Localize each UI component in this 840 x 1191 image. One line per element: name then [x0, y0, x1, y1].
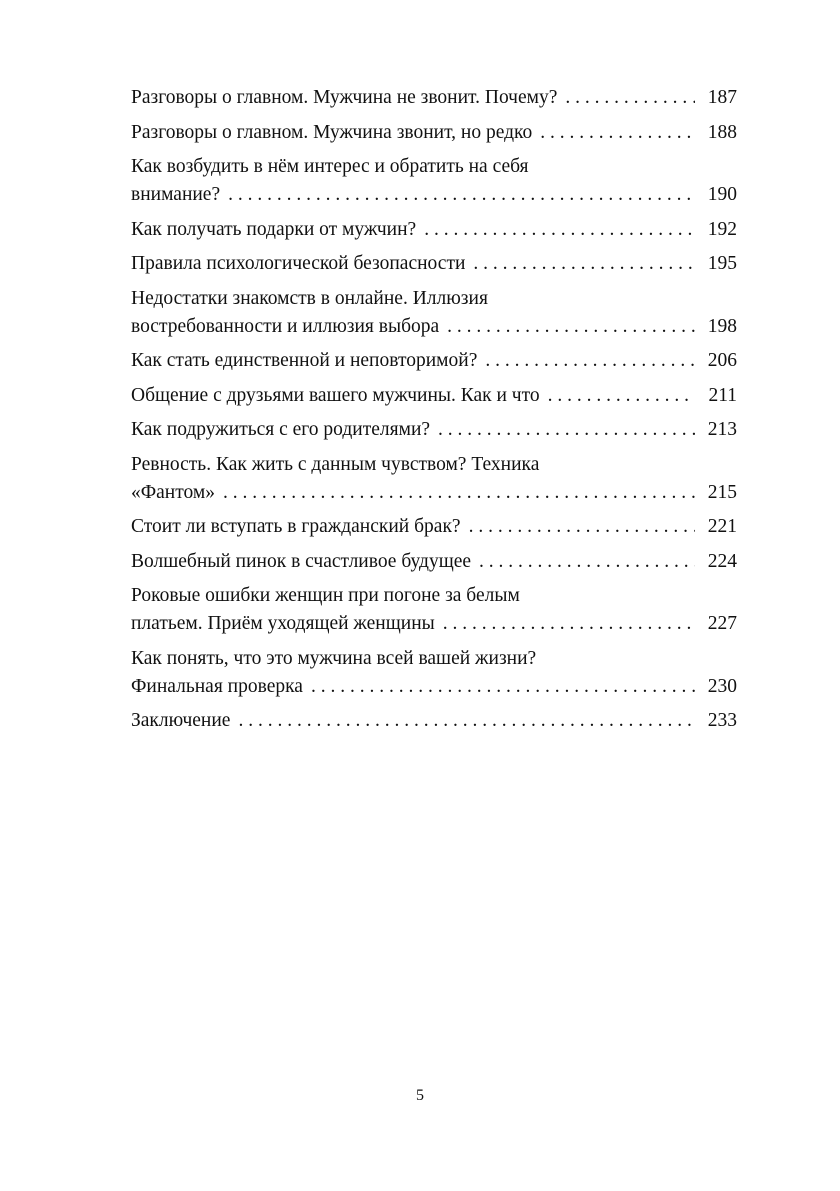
- toc-entry-title-line: Роковые ошибки женщин при погоне за белым: [131, 585, 520, 606]
- toc-entry-last-line: [131, 382, 737, 410]
- dot-leader: [215, 479, 695, 507]
- toc-entry: [131, 382, 737, 410]
- toc-entry-last-line: [131, 347, 737, 375]
- toc-entry-last-line: [131, 707, 737, 735]
- toc-entry-title-line: востребованности и иллюзия выбора: [131, 315, 440, 337]
- toc-entry-last-line: [131, 416, 737, 444]
- toc-entry-last-line: [131, 181, 737, 209]
- toc-entry-title-line: внимание?: [131, 184, 221, 205]
- toc-entry-page-number: 224: [707, 550, 737, 572]
- page-number: 5: [416, 1087, 424, 1104]
- toc-entry-page-number: 213: [707, 419, 737, 440]
- toc-entry-page-number: 233: [707, 710, 737, 731]
- toc-entry: [131, 216, 737, 244]
- toc-entry-page-number: 188: [707, 121, 737, 143]
- toc-entry-title-line: Правила психологической безопасности: [131, 253, 466, 274]
- toc-entry: [131, 250, 737, 278]
- toc-entry-last-line: [131, 610, 737, 638]
- dot-leader: [471, 548, 695, 576]
- toc-entry: [131, 513, 737, 541]
- toc-entry: [131, 582, 737, 638]
- toc-entry-page-number: 211: [708, 384, 737, 406]
- toc-entry: [131, 285, 737, 341]
- dot-leader: [540, 382, 695, 410]
- dot-leader: [303, 673, 695, 701]
- toc-entry-page-number: 198: [707, 315, 737, 337]
- toc-entry: [131, 347, 737, 375]
- toc-entry-last-line: [131, 119, 737, 147]
- toc-entry: [131, 451, 737, 507]
- toc-entry-title-line: Общение с друзьями вашего мужчины. Как и что: [131, 384, 540, 406]
- dot-leader: [532, 119, 695, 147]
- toc-entry: [131, 153, 737, 209]
- toc-entry-page-number: 215: [707, 481, 737, 503]
- toc-entry-title-line: Как возбудить в нём интерес и обратить на себя: [131, 156, 529, 177]
- dot-leader: [220, 181, 695, 209]
- toc-entry: [131, 707, 737, 735]
- toc-entry-last-line: [131, 513, 737, 541]
- toc-entry: [131, 84, 737, 112]
- toc-entry-title-line: Разговоры о главном. Мужчина не звонит. Почему?: [131, 87, 558, 108]
- toc-entry-title-line: Как стать единственной и неповторимой?: [131, 350, 478, 371]
- toc-entry-title-line: Волшебный пинок в счастливое будущее: [131, 550, 472, 572]
- toc-entry: [131, 548, 737, 576]
- toc-entry-title-line: Как подружиться с его родителями?: [131, 419, 431, 440]
- dot-leader: [435, 610, 695, 638]
- toc-entry-page-number: 230: [707, 675, 737, 697]
- toc-entry-last-line: [131, 313, 737, 341]
- toc-entry-page-number: 192: [707, 218, 737, 240]
- table-of-contents: [131, 84, 737, 742]
- toc-entry: [131, 645, 737, 701]
- toc-entry-title-line: Как получать подарки от мужчин?: [131, 218, 417, 240]
- toc-entry-page-number: 221: [707, 516, 737, 537]
- toc-entry-last-line: [131, 673, 737, 701]
- toc-entry-last-line: [131, 250, 737, 278]
- toc-entry-last-line: [131, 216, 737, 244]
- toc-entry: [131, 416, 737, 444]
- toc-entry-title-line: Как понять, что это мужчина всей вашей жизни?: [131, 647, 537, 669]
- dot-leader: [416, 216, 695, 244]
- toc-entry-title-line: Стоит ли вступать в гражданский брак?: [131, 516, 461, 537]
- dot-leader: [230, 707, 695, 735]
- dot-leader: [477, 347, 695, 375]
- toc-entry-title-line: Финальная проверка: [131, 675, 303, 697]
- toc-entry-page-number: 190: [707, 184, 737, 205]
- dot-leader: [439, 313, 695, 341]
- dot-leader: [557, 84, 695, 112]
- toc-entry-page-number: 195: [707, 253, 737, 274]
- toc-entry-title-line: платьем. Приём уходящей женщины: [131, 613, 435, 634]
- toc-entry-title-line: Ревность. Как жить с данным чувством? Техника: [131, 453, 540, 475]
- toc-entry-page-number: 206: [707, 350, 737, 371]
- toc-entry-page-number: 227: [707, 613, 737, 634]
- dot-leader: [465, 250, 695, 278]
- toc-entry-page-number: 187: [707, 87, 737, 108]
- toc-entry-last-line: [131, 548, 737, 576]
- toc-entry-last-line: [131, 479, 737, 507]
- toc-entry-title-line: Заключение: [131, 710, 231, 731]
- dot-leader: [461, 513, 695, 541]
- toc-entry-title-line: Недостатки знакомств в онлайне. Иллюзия: [131, 287, 488, 309]
- dot-leader: [430, 416, 695, 444]
- toc-entry-last-line: [131, 84, 737, 112]
- toc-entry-title-line: Разговоры о главном. Мужчина звонит, но редко: [131, 121, 533, 143]
- toc-entry: [131, 119, 737, 147]
- toc-entry-title-line: «Фантом»: [131, 481, 215, 503]
